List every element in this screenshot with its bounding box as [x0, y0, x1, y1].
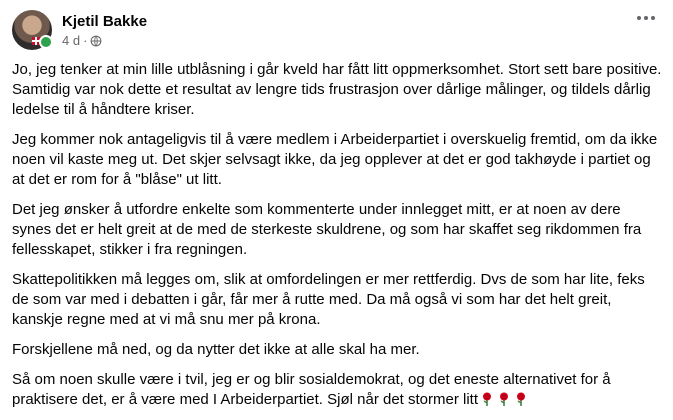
post-header	[12, 10, 147, 50]
more-options-button[interactable]	[637, 16, 655, 20]
author-avatar[interactable]	[12, 10, 52, 50]
post-paragraph: Jeg kommer nok antageligvis til å være medlem i Arbeiderpartiet i overskuelig fremtid, om da ikke noen vil kaste meg ut. Det skjer selvsagt ikke, da jeg opplever at det er god takhøyde i partiet og at det er rom for å "blåse" ut litt.	[12, 131, 658, 188]
rose-icon	[479, 391, 495, 407]
online-status-icon	[39, 35, 53, 49]
post-paragraph: Det jeg ønsker å utfordre enkelte som kommenterte under innlegget mitt, er at noen av dere synes det er helt greit at de med de sterkeste skuldrene, og som har skaffet seg rikdommen fra fellesskapet, stikker i fra regningen.	[12, 201, 642, 258]
post-paragraph-text: Så om noen skulle være i tvil, jeg er og blir sosialdemokrat, og det eneste alternativet for å praktisere det, er å være med I Arbeiderpartiet. Sjøl når det stormer litt	[12, 371, 611, 408]
rose-icon	[496, 391, 512, 407]
post-paragraph: Jo, jeg tenker at min lille utblåsning i går kveld har fått litt oppmerksomhet. Stort sett bare positive. Samtidig var nok dette et resultat av lengre tids frustrasjon over dårlige målinger, og tildels dårlig ledelse til å håndtere kriser.	[12, 61, 662, 118]
more-dot-icon	[651, 16, 655, 20]
post-paragraph-last	[12, 370, 662, 410]
separator: ·	[83, 33, 88, 48]
post-meta	[62, 10, 147, 49]
author-name[interactable]: Kjetil Bakke	[62, 13, 148, 30]
post-timestamp[interactable]: 4 d	[62, 33, 81, 48]
globe-icon[interactable]	[90, 35, 102, 47]
post-paragraph: Skattepolitikken må legges om, slik at omfordelingen er mer rettferdig. Dvs de som har lite, feks de som var med i debatten i går, får mer å rutte med. Da må også vi som har det helt greit, kanskje regne med at vi må snu mer på krona.	[12, 271, 645, 328]
post-subtitle	[62, 33, 147, 49]
more-dot-icon	[644, 16, 648, 20]
post-paragraph: Forskjellene må ned, og da nytter det ikke at alle skal ha mer.	[12, 341, 420, 358]
more-dot-icon	[637, 16, 641, 20]
post-body	[12, 60, 662, 420]
rose-icon	[513, 391, 529, 407]
